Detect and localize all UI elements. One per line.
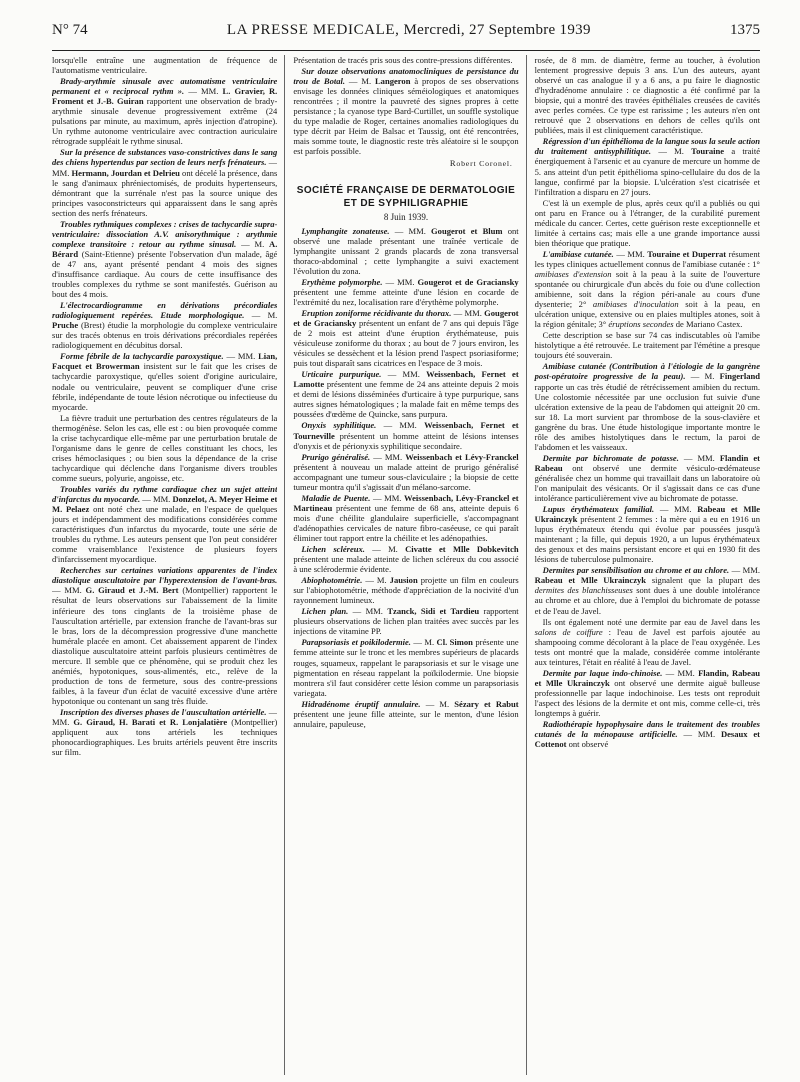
article-title: Dermites par sensibilisation au chrome et au chlore. xyxy=(542,565,730,576)
article-title: Lupus érythémateux familial. xyxy=(542,504,655,515)
article-body: (Montpellier) rapportent le résultat de leurs observations sur l'abaissement de la limite inférieure des tons cinglants de la troisième phase de l'auscultation artérielle, par extension franche de l'avant-bras sur le bras, lors de la décompression progressive d'une manchette humérale placée en amont. Cet abaissement apparent de l'index diastolique auscultatoire atteint parfois plusieurs centimètres de mercure. Il semble que ce phénomène, qui se produit chez les anémiés, hypotoniques, sous-alimentés, etc., relève de la production de tons de fermeture, sous des contre-pressions faibles, à la faveur d'un éclat de vacuité excessive d'une artère hypotonique ou contenant un sang très fluide. xyxy=(52,585,278,706)
article: Onyxis syphilitique. — MM. Weissenbach, Fernet et Tourneville présentent un homme atteint de lésions intenses d'onyxis et de périonyxis syphilitique secondaire. xyxy=(293,420,519,451)
article: Parapsoriasis et poikilodermie. — M. Cl. Simon présente une femme atteinte sur le tronc et les membres supérieurs de placards rouges, squameux, rappelant le parapsoriasis et sur le visage une pigmentation en réseau rappelant la poïkilodermie. Une biopsie montrera s'il faut considérer cette lésion comme un parapsoriasis variegata. xyxy=(293,637,519,698)
article: L'amibiase cutanée. — MM. Touraine et Duperrat résument les types cliniques actuellement connus de l'amibiase cutanée : 1° amibiases d'extension soit à la peau à la suite de l'ouverture spontanée ou chirurgicale d'un abcès du foie ou d'une collection amibienne, soit dans la région péri-anale au cours d'une dysenterie; 2° amibiases d'inoculation soit à la peau, en ulcération unique, extensive ou en plaies multiples atones, soit à la région génitale; 3° éruptions secondes de Mariano Castex. xyxy=(534,248,760,330)
article: Prurigo généralisé. — MM. Weissenbach et Lévy-Franckel présentent à nouveau un malade atteint de prurigo généralisé accompagnant une tumeur sous-claviculaire ; la biopsie de cette tumeur montra qu'il s'agissait d'un mélano-sarcome. xyxy=(293,451,519,492)
article-authors: Weissenbach, Lévy-Franckel et Martineau xyxy=(293,492,519,513)
article-body: a traité énergiquement à l'arsenic et au cyanure de mercure un homme de 5. ans atteint d'un petit épithélioma spino-cellulaire du dos de la langue, confirmé par la biopsie. L'ulcération s'est cicatrisée et l'infiltration a disparu en 27 jours. xyxy=(534,146,760,197)
article-title: Sur douze observations anatomocliniques de persistance du trou de Botal. xyxy=(293,66,519,87)
article-title: Lymphangite zonateuse. xyxy=(301,225,390,236)
article: Inscription des diverses phases de l'auscultation artérielle. — MM. G. Giraud, H. Barati et R. Lonjalatière (Montpellier) appliquent aux tons artériels les techniques phonocardiographiques. Les bruits artériels peuvent être inscrits sur film. xyxy=(52,707,278,758)
article: Lupus érythémateux familial. — MM. Rabeau et Mlle Ukrainczyk présentent 2 femmes : la mère qui a eu en 1916 un lupus érythémateux étendu qui évolue par poussées jusqu'à maintenant ; la fille, qui depuis 1920, a un lupus érythémateux des genoux et des mains persistant encore et qui en 1930 fit des lésions de tuberculose pulmonaire. xyxy=(534,504,760,565)
paragraph: Présentation de tracés pris sous des contre-pressions différentes. xyxy=(293,55,513,65)
article-authors: A. Bérard xyxy=(52,238,278,259)
article-authors: Gougerot et Blum xyxy=(431,225,503,236)
article-title: Troubles rythmiques complexes : crises de tachycardie supra-ventriculaire: dissociation A.V. anisorythmique : arythmie complexe transitoire : retour au rythme sinusal. xyxy=(52,218,278,249)
column-2 xyxy=(284,55,518,1075)
article-title: Forme fébrile de la tachycardie paroxystique. xyxy=(60,351,224,362)
article-authors: Rabeau et Mlle Ukrainczyk xyxy=(534,504,760,525)
article-body: projette un film en couleurs sur l'abiophotométrie, méthode d'appréciation de la nocivité d'un rayonnement lumineux. xyxy=(293,575,519,606)
article: Dermites par sensibilisation au chrome et au chlore. — MM. Rabeau et Mlle Ukrainczyk signalent que la plupart des dermites des blanchisseuses sont dues à une double intolérance au chrome et au chlore, due à l'emploi du bichromate de potasse et de l'eau de Javel. xyxy=(534,565,760,616)
issue-number: N° 74 xyxy=(52,22,88,38)
society-title: SOCIÉTÉ FRANÇAISE DE DERMATOLOGIE ET DE SYPHILIGRAPHIE xyxy=(296,184,516,209)
article-body: (Montpellier) appliquent aux tons artériels les techniques phonocardiographiques. Les bruits artériels peuvent être inscrits sur film. xyxy=(52,717,278,758)
masthead xyxy=(227,22,591,39)
page-header xyxy=(52,22,760,44)
article-body: présentent une femme atteinte d'une lésion en cocarde de l'extrémité du nez, localisation rare d'érythème polymorphe. xyxy=(293,286,519,307)
article: L'électrocardiogramme en dérivations précordiales radiologiquement repérées. Etude morphologique. — M. Pruche (Brest) étudie la morphologie du complexe ventriculaire sur des tracés obtenus en trois dérivations précordiales repérées radiologiquement en décubitus dorsal. xyxy=(52,300,278,351)
article: Erythème polymorphe. — MM. Gougerot et de Graciansky présentent une femme atteinte d'une lésion en cocarde de l'extrémité du nez, localisation rare d'érythème polymorphe. xyxy=(293,276,519,307)
article-authors: Touraine et Duperrat xyxy=(647,248,727,259)
article-title: Dermite par bichromate de potasse. xyxy=(542,452,679,463)
article-body: à propos de ses observations envisage les données cliniques séméiologiques et anatomiques rencontrées ; il montre la pauvreté des signes propres à cette persistance ; la cyanose type Bard-Curtillet, un souffle systolique du type maladie de Roger, certaines anomalies radiologiques du type décrit par Heim de Balsac et Taussig, ont été rencontrées, mais somme toute, le diagnostic reste très aléatoire si le soupçon est parfois possible. xyxy=(293,76,519,157)
article-authors: Lian, Facquet et Browerman xyxy=(52,351,278,372)
article: Radiothérapie hypophysaire dans le traitement des troubles cutanés de la ménopause artificielle. — MM. Desaux et Cottenot ont observé xyxy=(534,719,760,750)
article-body: présentent une malade atteinte de lichen scléreux du cou associé à une sclérodermie évidente. xyxy=(293,554,519,575)
article-authors: Flandin et Rabeau xyxy=(534,452,760,473)
article-title: Abiophotométrie. xyxy=(301,575,363,586)
article-title: Régression d'un épithélioma de la langue sous la seule action du traitement antisyphilitique. xyxy=(534,136,760,157)
article-title: Hidradénome éruptif annulaire. xyxy=(301,698,421,709)
article-body: ont observé xyxy=(566,739,609,750)
article-authors: Cl. Simon xyxy=(436,637,473,648)
article: Urticaire purpurique. — MM. Weissenbach, Fernet et Lamotte présentent une femme de 24 ans atteinte depuis 2 mois et demi de lésions disséminées d'urticaire à type purpurique, sans autres signes hématologiques ; la malade fait en même temps des poussées d'œdème de Quincke, sans purpura. xyxy=(293,369,519,420)
article: Lichen scléreux. — M. Civatte et Mlle Dobkevitch présentent une malade atteinte de lichen scléreux du cou associé à une sclérodermie évidente. xyxy=(293,544,519,575)
paragraph: rosée, de 8 mm. de diamètre, ferme au toucher, à évolution lentement progressive depuis 3 ans. L'un des auteurs, ayant observé un cas analogue il y a 6 ans, a pu faire le diagnostic d'hydradénome annulaire : ce diagnostic a été confirmé par la biopsie, qui a montré des travées épithéliales creusées de cavités avec perles cornées. Ce type est rarissime ; les auteurs n'en ont retrouvé que 2 observations en dehors de celles qu'ils ont publiées, mais il est cliniquement caractéristique. xyxy=(534,55,760,136)
article-body: présentent 2 femmes : la mère qui a eu en 1916 un lupus érythémateux étendu qui évolue par poussées jusqu'à maintenant ; la fille, qui depuis 1920, a un lupus érythémateux des genoux et des mains persistant encore et qui en 1930 fit des lésions de tuberculose pulmonaire. xyxy=(534,514,760,565)
article-body: présentent un enfant de 7 ans qui depuis l'âge de 2 mois est atteint d'une éruption érythémateuse, puis vésiculeuse zoniforme du thorax ; au bout de 7 jours environ, les vésicules se dessèchent et la lésion prend l'aspect psoriasiforme; puis tout disparaît sans cicatrices en l'espace de 3 mois. xyxy=(293,317,519,369)
article-authors: Weissenbach et Lévy-Franckel xyxy=(405,451,519,462)
article-title: Amibiase cutanée (Contribution à l'étiologie de la gangrène post-opératoire progressive de la peau). xyxy=(534,361,760,382)
article-title: Brady-arythmie sinusale avec automatisme ventriculaire permanent et « reciprocal rythm ». xyxy=(52,76,278,97)
paragraph: C'est là un exemple de plus, après ceux qu'il a publiés ou qui ont paru en France ou à l'étranger, de la curabilité purement médicale du cancer. Certes, cette guérison reste exceptionnelle et limitée à certains cas; mais elle a une grande importance aussi bien théorique que pratique. xyxy=(534,197,760,248)
article-title: Troubles variés du rythme cardiaque chez un sujet atteint d'infarctus du myocarde. xyxy=(52,483,278,505)
italic-term: éruptions secondes xyxy=(608,319,674,330)
article-title: Recherches sur certaines variations apparentes de l'index diastolique auscultatoire par l'hyperextension de l'avant-bras. xyxy=(52,565,278,586)
article: Forme fébrile de la tachycardie paroxystique. — MM. Lian, Facquet et Browerman insistent sur le fait que les crises de tachycardie paroxystique, qu'elles soient d'origine auriculaire, nodale ou ventriculaire, peuvent se compliquer d'une crise fébrile, indépendante de toute lésion nécrotique ou infectieuse du myocarde. xyxy=(52,351,278,412)
column-1 xyxy=(52,55,277,1075)
paragraph: La fièvre traduit une perturbation des centres régulateurs de la thermogénèse. Selon les cas, elle est : ou bien provoquée comme la crise tachycardique elle-même par une perturbation brutale de l'organisme dans le genre de celles constituant les chocs, les crises hémoclasiques ; ou bien sous la dépendance de la crise tachycardique qui déclenche dans l'organisme divers troubles comme sueurs, polyurie, angoisse, etc. xyxy=(52,412,278,483)
article-title: Radiothérapie hypophysaire dans le traitement des troubles cutanés de la ménopause artificielle. xyxy=(534,719,760,740)
header-rule xyxy=(52,50,760,51)
article-title: L'électrocardiogramme en dérivations précordiales radiologiquement repérées. Etude morphologique. xyxy=(52,300,278,321)
article-body: ont observé une dermite vésiculo-œdémateuse généralisée chez un homme qui travaillait dans un laboratoire où l'on manipulait des vésicants. Or il s'agissait dans ce cas d'une intolérance particulièrement vive au bichromate de potasse. xyxy=(534,462,760,504)
article-authors: Touraine xyxy=(691,146,725,157)
article-body: (Brest) étudie la morphologie du complexe ventriculaire sur des tracés obtenus en trois dérivations précordiales repérées radiologiquement en décubitus dorsal. xyxy=(52,320,278,351)
article-authors: Weissenbach, Fernet et Lamotte xyxy=(293,369,519,390)
article-body: présentent à nouveau un malade atteint de prurigo généralisé accompagnant une tumeur sous-claviculaire ; la biopsie de cette tumeur montra qu'il s'agissait d'un mélano-sarcome. xyxy=(293,461,519,492)
article-body: ont observé une malade présentant une traînée verticale de lymphangite unissant 2 grands placards de zona transversal thoraco-abdominal ; cette lymphangite a suivi exactement l'évolution du zona. xyxy=(293,225,519,276)
article-title: Onyxis syphilitique. xyxy=(301,420,377,431)
article-title: L'amibiase cutanée. xyxy=(542,248,614,259)
article-title: Erythème polymorphe. xyxy=(301,276,383,287)
article: Dermite par laque indo-chinoise. — MM. Flandin, Rabeau et Mlle Ukrainczyk ont observé une dermite aiguë bulleuse professionnelle par laque indochinoise. Les tests ont reproduit l'aspect des lésions de la dermite et ont mis, comme celle-ci, très longtemps à guérir. xyxy=(534,667,760,718)
column-3 xyxy=(526,55,760,1075)
article-body: présentent une jeune fille atteinte, sur le menton, d'une lésion annulaire, papuleuse, xyxy=(293,708,519,729)
session-date: 8 Juin 1939. xyxy=(383,211,429,222)
article-authors: G. Giraud, H. Barati et R. Lonjalatière xyxy=(73,717,228,728)
article-authors: L. Gravier, R. Froment et J.-B. Guiran xyxy=(52,86,278,107)
article: Recherches sur certaines variations apparentes de l'index diastolique auscultatoire par l'hyperextension de l'avant-bras. — MM. G. Giraud et J.-M. Bert (Montpellier) rapportent le résultat de leurs observations sur l'abaissement de la limite inférieure des tons cinglants de la troisième phase de l'auscultation artérielle, par extension franche de l'avant-bras sur le bras, lors de la décompression progressive d'une manchette humérale placée en amont. Cet abaissement apparent de l'index diastolique auscultatoire atteint parfois plusieurs centimètres de mercure. Il semble que ce phénomène, qui se produit chez les anémiés, hypotoniques, sous-alimentés, etc., relève de la production de tons de fermeture, sous des contre-pressions faibles, à la faveur d'un éclat de vacuité excessive d'une artère hypotonique ou contenant un sang très fluide. xyxy=(52,565,278,706)
article-body: présentent une femme de 24 ans atteinte depuis 2 mois et demi de lésions disséminées d'urticaire à type purpurique, sans autres signes hématologiques ; la malade fait en même temps des poussées d'œdème de Quincke, sans purpura. xyxy=(293,379,519,420)
article-authors: Langeron xyxy=(374,76,411,87)
article: Sur la présence de substances vaso-constrictives dans le sang des chiens hypertendus par section de leurs nerfs frénateurs. — MM. Hermann, Jourdan et Delrieu ont décelé la présence, dans le sang d'animaux phréniectomisés, de produits hypertenseurs, démontrant que la surrénale n'est pas la source unique des principes vasoconstricteurs qui apparaissent dans le sang après section des nerfs frénateurs. xyxy=(52,147,278,218)
article-authors: Donzelot, A. Meyer Heime et M. Pelaez xyxy=(52,494,278,515)
article: Maladie de Puente. — MM. Weissenbach, Lévy-Franckel et Martineau présentent une femme de 68 ans, atteinte depuis 6 mois d'une chéilite glandulaire superficielle, s'accompagnant d'adénopathies cervicales de nature fibro-caséeuse, ce qui paraît éliminer tout rapport entre la chéilite et les adénopathies. xyxy=(293,492,519,543)
article: Lymphangite zonateuse. — MM. Gougerot et Blum ont observé une malade présentant une traînée verticale de lymphangite unissant 2 grands placards de zona transversal thoraco-abdominal ; cette lymphangite a suivi exactement l'évolution du zona. xyxy=(293,225,519,276)
article-authors: Flandin, Rabeau et Mlle Ukrainczyk xyxy=(534,667,760,688)
article-body: ont observé une dermite aiguë bulleuse professionnelle par laque indochinoise. Les tests ont reproduit l'aspect des lésions de la dermite et ont mis, comme celle-ci, très longtemps à guérir. xyxy=(534,677,760,718)
article-body: présentent une femme de 68 ans, atteinte depuis 6 mois d'une chéilite glandulaire superficielle, s'accompagnant d'adénopathies cervicales de nature fibro-caséeuse, ce qui paraît éliminer tout rapport entre la chéilite et les adénopathies. xyxy=(293,502,519,543)
issue-date: Mercredi, 27 Septembre 1939 xyxy=(403,22,591,38)
article-authors: Jausion xyxy=(389,575,418,586)
article: Brady-arythmie sinusale avec automatisme ventriculaire permanent et « reciprocal rythm ». — MM. L. Gravier, R. Froment et J.-B. Guiran rapportent une observation de brady-arythmie sinusale devenue progressivement extrême (24 pulsations par minute, au maximum, après injection d'atropine). Un rythme autonome ventriculaire avec contraction auriculaire rétrograde suppléait le rythme sinusal. xyxy=(52,76,278,147)
article-authors: Civatte et Mlle Dobkevitch xyxy=(405,544,519,555)
article-authors: Fingerland xyxy=(719,371,760,382)
article: Lichen plan. — MM. Tzanck, Sidi et Tardieu rapportent plusieurs observations de lichen plan traitées avec succès par les injections de vitamine PP. xyxy=(293,606,519,637)
article: Hidradénome éruptif annulaire. — M. Sézary et Rabut présentent une jeune fille atteinte, sur le menton, d'une lésion annulaire, papuleuse, xyxy=(293,698,519,729)
article-title: Eruption zoniforme récidivante du thorax. xyxy=(301,307,452,318)
article-body: rapportent une observation de brady-arythmie sinusale devenue progressivement extrême (24 pulsations par minute, au maximum, après injection d'atropine). Un rythme autonome ventriculaire avec contraction auriculaire rétrograde suppléait le rythme sinusal. xyxy=(52,96,278,147)
article: Régression d'un épithélioma de la langue sous la seule action du traitement antisyphilitique. — M. Touraine a traité énergiquement à l'arsenic et au cyanure de mercure un homme de 5. ans atteint d'un petit épithélioma spino-cellulaire du dos de la langue, confirmé par la biopsie. L'ulcération s'est cicatrisée et l'infiltration a disparu en 27 jours. xyxy=(534,136,760,197)
paragraph: lorsqu'elle entraîne une augmentation de fréquence de l'automatisme ventriculaire. xyxy=(52,55,278,76)
article: Eruption zoniforme récidivante du thorax. — MM. Gougerot et de Graciansky présentent un enfant de 7 ans qui depuis l'âge de 2 mois est atteint d'une éruption érythémateuse, puis vésiculeuse zoniforme du thorax ; au bout de 7 jours environ, les vésicules se dessèchent et la lésion prend l'aspect psoriasiforme; puis tout disparaît sans cicatrices en l'espace de 3 mois. xyxy=(293,307,519,369)
article-authors: Gougerot et de Graciansky xyxy=(417,276,519,287)
article-body: présentent un homme atteint de lésions intenses d'onyxis et de périonyxis syphilitique secondaire. xyxy=(293,430,519,451)
article: Troubles variés du rythme cardiaque chez un sujet atteint d'infarctus du myocarde. — MM. Donzelot, A. Meyer Heime et M. Pelaez ont noté chez une malade, en l'espace de quelques jours et indépendamment des modifications considérées comme caractéristiques d'un infarctus du myocarde, toute une série de troubles du rythme. Les auteurs pensent que l'on peut considérer comme vraisemblance l'existence de plusieurs foyers d'infarcissement myocardique. xyxy=(52,483,278,565)
italic-term: dermites des blanchisseuses xyxy=(534,585,633,596)
article-title: Parapsoriasis et poikilodermie. xyxy=(301,637,411,648)
article: Troubles rythmiques complexes : crises de tachycardie supra-ventriculaire: dissociation A.V. anisorythmique : arythmie complexe transitoire : retour au rythme sinusal. — M. A. Bérard (Saint-Etienne) présente l'observation d'un malade, âgé de 47 ans, ayant présenté pendant 4 mois des signes d'insuffisance cardiaque. Au cours de cette insuffisance des troubles complexes du rythme se sont manifestés. Guérison au bout des 4 mois. xyxy=(52,218,278,300)
article-title: Urticaire purpurique. xyxy=(301,369,382,380)
article-authors: G. Giraud et J.-M. Bert xyxy=(85,585,179,596)
article-authors: Desaux et Cottenot xyxy=(534,729,760,750)
page-number: 1375 xyxy=(729,22,760,38)
article-title: Maladie de Puente. xyxy=(301,492,371,503)
article-authors: Weissenbach, Fernet et Tourneville xyxy=(293,420,519,441)
italic-term: amibiases d'inoculation xyxy=(592,299,679,310)
article-authors: Gougerot et de Graciansky xyxy=(293,307,519,328)
article-title: Inscription des diverses phases de l'auscultation artérielle. xyxy=(60,707,267,717)
article-body: rapportent plusieurs observations de lichen plan traitées avec succès par les injections de vitamine PP. xyxy=(293,606,519,637)
italic-term: salons de coiffure xyxy=(534,626,603,637)
article-body: rapporte un cas très étudié de rétrécissement amibien du rectum. Une colostomie nécessitée par une occlusion fut suivie d'une ulcération extensive de la peau de l'abdomen qui atteignit 20 cm. sur 18. La mort survient par thrombose de la sous-clavière et gangrène du bras. Une étude histologique importante montre le rôle des amibes histolytiques dans le rectum, la paroi de l'abdomen et les vaisseaux. xyxy=(534,381,760,452)
article: Sur douze observations anatomocliniques de persistance du trou de Botal. — M. Langeron à propos de ses observations envisage les données cliniques séméiologiques et anatomiques rencontrées ; il montre la pauvreté des signes propres à cette persistance ; la cyanose type Bard-Curtillet, un souffle systolique du type maladie de Roger, certaines anomalies radiologiques du type décrit par Heim de Balsac et Taussig, ont été rencontrées, mais somme toute, le diagnostic reste très aléatoire si le soupçon est parfois possible. xyxy=(293,66,519,157)
article-authors: Rabeau et Mlle Ukrainczyk xyxy=(534,575,647,586)
article-body: insistent sur le fait que les crises de tachycardie paroxystique, qu'elles soient d'origine auriculaire, nodale ou ventriculaire, peuvent se compliquer d'une crise fébrile, indépendante de toute lésion nécrotique ou infectieuse du myocarde. xyxy=(52,361,278,412)
article-title: Sur la présence de substances vaso-constrictives dans le sang des chiens hypertendus par section de leurs nerfs frénateurs. xyxy=(52,147,278,168)
paragraph: Cette description se base sur 74 cas indiscutables où l'amibe histolytique a été retrouvée. Le traitement par l'émétine a presque toujours été souverain. xyxy=(534,330,760,361)
signature: Robert Coronel. xyxy=(449,158,513,169)
paragraph: Ils ont également noté une dermite par eau de Javel dans les salons de coiffure : l'eau de Javel est parfois ajoutée au shampooing comme décolorant à la place de l'eau oxygénée. Les tests ont montré que la malade, considérée comme intolérante aux teintures, l'était en réalité à l'eau de Javel. xyxy=(534,616,760,667)
article-authors: Hermann, Jourdan et Delrieu xyxy=(71,167,180,178)
columns xyxy=(52,55,760,1075)
article: Amibiase cutanée (Contribution à l'étiologie de la gangrène post-opératoire progressive de la peau). — M. Fingerland rapporte un cas très étudié de rétrécissement amibien du rectum. Une colostomie nécessitée par une occlusion fut suivie d'une ulcération extensive de la peau de l'abdomen qui atteignit 20 cm. sur 18. La mort survient par thrombose de la sous-clavière et gangrène du bras. Une étude histologique importante montre le rôle des amibes histolytiques dans le rectum, la paroi de l'abdomen et les vaisseaux. xyxy=(534,361,760,452)
article-title: Lichen scléreux. xyxy=(301,544,365,555)
article-title: Dermite par laque indo-chinoise. xyxy=(542,667,663,678)
article-body: ont noté chez une malade, en l'espace de quelques jours et indépendamment des modifications considérées comme caractéristiques d'un infarctus du myocarde, toute une série de troubles du rythme. Les auteurs pensent que l'on peut considérer comme vraisemblance l'existence de plusieurs foyers d'infarcissement myocardique. xyxy=(52,504,278,565)
article-body: présente une femme atteinte sur le tronc et les membres supérieurs de placards rouges, squameux, rappelant le parapsoriasis et sur le visage une pigmentation en réseau rappelant la poïkilodermie. Une biopsie montrera s'il faut considérer cette lésion comme un parapsoriasis variegata. xyxy=(293,637,519,698)
article-authors: Tzanck, Sidi et Tardieu xyxy=(387,606,480,617)
article: Abiophotométrie. — M. Jausion projette un film en couleurs sur l'abiophotométrie, méthode d'appréciation de la nocivité d'un rayonnement lumineux. xyxy=(293,575,519,606)
article-authors: Pruche xyxy=(52,320,79,331)
article-title: Prurigo généralisé. xyxy=(301,451,371,462)
article-authors: Sézary et Rabut xyxy=(454,698,519,709)
journal-name: LA PRESSE MEDICALE, xyxy=(226,22,400,38)
article-title: Lichen plan. xyxy=(301,606,349,617)
article: Dermite par bichromate de potasse. — MM. Flandin et Rabeau ont observé une dermite vésiculo-œdémateuse généralisée chez un homme qui travaillait dans un laboratoire où l'on manipulait des vésicants. Or il s'agissait dans ce cas d'une intolérance particulièrement vive au bichromate de potasse. xyxy=(534,452,760,504)
italic-term: amibiases d'extension xyxy=(534,268,612,279)
article-body: (Saint-Etienne) présente l'observation d'un malade, âgé de 47 ans, ayant présenté pendant 4 mois des signes d'insuffisance cardiaque. Au cours de cette insuffisance des troubles complexes du rythme se sont manifestés. Guérison au bout des 4 mois. xyxy=(52,248,278,300)
article-body: ont décelé la présence, dans le sang d'animaux phréniectomisés, de produits hypertenseurs, démontrant que la surrénale n'est pas la source unique des principes vasoconstricteurs qui apparaissent dans le sang après section des nerfs frénateurs. xyxy=(52,167,278,218)
